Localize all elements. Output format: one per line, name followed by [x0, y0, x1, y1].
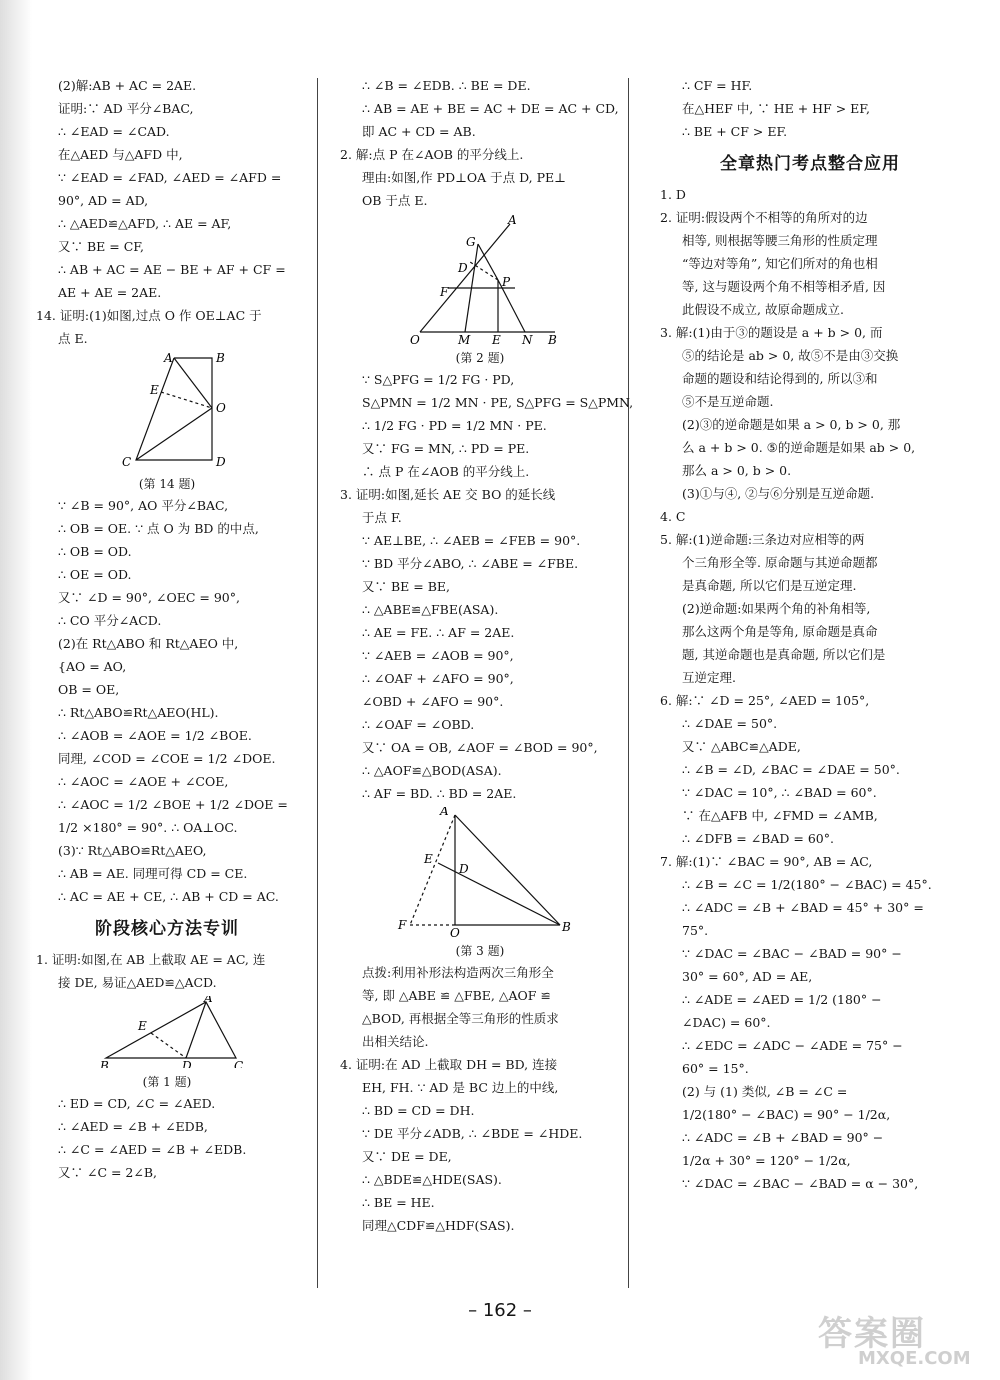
text-line: 相等, 则根据等腰三角形的性质定理: [682, 233, 878, 248]
figure-3-diagram: [340, 807, 620, 937]
fig1-triangle: [106, 1002, 236, 1058]
fig3-line-af: [410, 815, 455, 925]
figure-14-diagram: [36, 352, 298, 470]
fig3-label: O: [450, 926, 460, 937]
figure-2-caption: (第 2 题): [455, 351, 505, 365]
text-line: 14. 证明:(1)如图,过点 O 作 OE⊥AC 于: [36, 308, 262, 323]
text-line: {AO = AO,: [58, 659, 127, 674]
text-line: ⑤的结论是 ab > 0, 故⑤不是由③交换: [682, 348, 899, 363]
solution-block-14: [36, 494, 298, 908]
text-line: ∴ BE = HE.: [362, 1195, 435, 1210]
figure-1-diagram: [36, 996, 298, 1068]
text-line: 证明:∵ AD 平分∠BAC,: [58, 101, 194, 116]
column-right: [660, 74, 960, 1195]
text-line: 同理, ∠COD = ∠COE = 1/2 ∠DOE.: [58, 751, 276, 766]
text-line: 题, 其逆命题也是真命题, 所以它们是: [682, 647, 886, 662]
fig2-label: A: [508, 214, 517, 227]
text-line: ∴ CO 平分∠ACD.: [58, 613, 162, 628]
text-line: ∴ ED = CD, ∠C = ∠AED.: [58, 1096, 216, 1111]
text-line: 是真命题, 所以它们是互逆定理.: [682, 578, 857, 593]
text-line: OB 于点 E.: [362, 193, 428, 208]
fig1-label: E: [138, 1019, 147, 1033]
text-line: ∴ AB = AE + BE = AC + DE = AC + CD,: [362, 101, 619, 116]
text-line: ∵ ∠DAC = ∠BAC − ∠BAD = 90° −: [682, 946, 902, 961]
text-line: 又∵ ∠C = 2∠B,: [58, 1165, 158, 1180]
text-line: ∴ ∠B = ∠C = 1/2(180° − ∠BAC) = 45°.: [682, 877, 932, 892]
text-line: ∴ CF = HF.: [682, 78, 753, 93]
figure-2-diagram: [340, 214, 620, 344]
fig2-label: P: [502, 275, 511, 289]
text-line: 1. 证明:如图,在 AB 上截取 AE = AC, 连: [36, 952, 266, 967]
figure-2: [340, 214, 620, 368]
text-line: ∴ ∠AOC = ∠AOE + ∠COE,: [58, 774, 229, 789]
text-line: ∴ AB + AC = AE − BE + AF + CF =: [58, 262, 286, 277]
text-line: 那么 a > 0, b > 0.: [682, 463, 792, 478]
text-line: (2)③的逆命题是如果 a > 0, b > 0, 那: [682, 417, 901, 432]
text-line: ∵ ∠DAC = ∠BAC − ∠BAD = α − 30°,: [682, 1176, 919, 1191]
fig2-label: O: [410, 333, 420, 344]
text-line: ∴ ∠C = ∠AED = ∠B + ∠EDB.: [58, 1142, 247, 1157]
text-line: ∴ 1/2 FG · PD = 1/2 MN · PE.: [362, 418, 547, 433]
solution-block-4-cont: [660, 74, 960, 143]
text-line: ∵ DE 平分∠ADB, ∴ ∠BDE = ∠HDE.: [362, 1126, 583, 1141]
page-edge-shade: [0, 0, 32, 1380]
text-line: (2)解:AB + AC = 2AE.: [58, 78, 197, 93]
text-line: ⑤不是互逆命题.: [682, 394, 774, 409]
text-line: ∴ AE = FE. ∴ AF = 2AE.: [362, 625, 515, 640]
text-line: 又∵ FG = MN, ∴ PD = PE.: [362, 441, 530, 456]
fig3-label: A: [440, 807, 449, 818]
fig3-line-eb: [438, 863, 560, 925]
fig1-label: B: [100, 1059, 109, 1068]
fig2-label: D: [458, 261, 468, 275]
fig3-line-ab: [455, 815, 560, 925]
text-line: ∴ AC = AE + CE, ∴ AB + CD = AC.: [58, 889, 279, 904]
column-left: [36, 74, 298, 1184]
text-line: 3. 证明:如图,延长 AE 交 BO 的延长线: [340, 487, 556, 502]
figure-3: [340, 807, 620, 961]
fig2-label: F: [440, 285, 449, 299]
text-line: ∴ ∠EAD = ∠CAD.: [58, 124, 170, 139]
fig14-outline: [136, 358, 212, 460]
solution-block-13-2: [36, 74, 298, 350]
text-line: 又∵ ∠D = 90°, ∠OEC = 90°,: [58, 590, 240, 605]
text-line: ∵ 在△AFB 中, ∠FMD = ∠AMB,: [682, 808, 878, 823]
figure-3-caption: (第 3 题): [455, 944, 505, 958]
fig14-label: E: [150, 383, 159, 397]
text-line: 点 E.: [58, 331, 88, 346]
text-line: 出相关结论.: [362, 1034, 429, 1049]
text-line: ∠OBD + ∠AFO = 90°.: [362, 694, 504, 709]
text-line: 又∵ DE = DE,: [362, 1149, 452, 1164]
text-line: 90°, AD = AD,: [58, 193, 149, 208]
fig14-line-co: [136, 408, 212, 460]
column-divider-1: [317, 78, 318, 1288]
fig2-label: G: [466, 235, 476, 249]
fig2-label: E: [492, 333, 501, 344]
text-line: ∴ ∠ADE = ∠AED = 1/2 (180° −: [682, 992, 882, 1007]
text-line: ∵ AE⊥BE, ∴ ∠AEB = ∠FEB = 90°.: [362, 533, 581, 548]
section-heading: 阶段核心方法专训: [95, 919, 239, 939]
fig2-label: M: [458, 333, 471, 344]
text-line: S△PMN = 1/2 MN · PE, S△PFG = S△PMN,: [362, 395, 634, 410]
text-line: 互逆定理.: [682, 670, 736, 685]
text-line: 同理△CDF≌△HDF(SAS).: [362, 1218, 515, 1233]
fig14-label: A: [164, 352, 173, 365]
text-line: ∵ ∠EAD = ∠FAD, ∠AED = ∠AFD =: [58, 170, 282, 185]
solution-block-review: [660, 183, 960, 1195]
text-line: 命题的题设和结论得到的, 所以③和: [682, 371, 878, 386]
text-line: “等边对等角”, 知它们所对的角也相: [682, 256, 878, 271]
text-line: EH, FH. ∵ AD 是 BC 边上的中线,: [362, 1080, 559, 1095]
text-line: 75°.: [682, 923, 709, 938]
text-line: 1/2 ×180° = 90°. ∴ OA⊥OC.: [58, 820, 238, 835]
watermark-logo: 答案圈: [818, 1314, 926, 1354]
section-heading: 全章热门考点整合应用: [720, 154, 900, 174]
text-line: ∴ ∠DAE = 50°.: [682, 716, 778, 731]
text-line: 又∵ BE = CF,: [58, 239, 144, 254]
text-line: 6. 解:∵ ∠D = 25°, ∠AED = 105°,: [660, 693, 870, 708]
solution-block-m1: [36, 948, 298, 994]
text-line: ∴ ∠B = ∠D, ∠BAC = ∠DAE = 50°.: [682, 762, 900, 777]
text-line: OB = OE,: [58, 682, 120, 697]
fig14-line-ao: [174, 358, 212, 408]
watermark-url: MXQE.COM: [858, 1348, 971, 1369]
text-line: ∵ S△PFG = 1/2 FG · PD,: [362, 372, 515, 387]
text-line: (2)逆命题:如果两个角的补角相等,: [682, 601, 871, 616]
text-line: ∴ OE = OD.: [58, 567, 132, 582]
text-line: ∴ ∠EDC = ∠ADC − ∠ADE = 75° −: [682, 1038, 903, 1053]
text-line: 1/2(180° − ∠BAC) = 90° − 1/2α,: [682, 1107, 891, 1122]
fig14-label: O: [216, 401, 226, 415]
solution-block-m1-cont: [36, 1092, 298, 1184]
text-line: ∴ AF = BD. ∴ BD = 2AE.: [362, 786, 517, 801]
text-line: ∴ AB = AE. 同理可得 CD = CE.: [58, 866, 248, 881]
text-line: 在△HEF 中, ∵ HE + HF > EF,: [682, 101, 870, 116]
text-line: 60° = 15°.: [682, 1061, 749, 1076]
text-line: ∵ ∠DAC = 10°, ∴ ∠BAD = 60°.: [682, 785, 877, 800]
figure-14-caption: (第 14 题): [138, 477, 196, 491]
text-line: ∴ ∠ADC = ∠B + ∠BAD = 45° + 30° =: [682, 900, 924, 915]
text-line: (3)∵ Rt△ABO≌Rt△AEO,: [58, 843, 207, 858]
text-line: 2. 证明:假设两个不相等的角所对的边: [660, 210, 868, 225]
text-line: ∴ △AED≌△AFD, ∴ AE = AF,: [58, 216, 232, 231]
text-line: 等, 这与题设两个角不相等相矛盾, 因: [682, 279, 886, 294]
text-line: 5. 解:(1)逆命题:三条边对应相等的两: [660, 532, 865, 547]
text-line: 4. C: [660, 509, 686, 524]
text-line: 于点 F.: [362, 510, 402, 525]
text-line: 那么这两个角是等角, 原命题是真命: [682, 624, 878, 639]
fig2-label: B: [548, 333, 557, 344]
column-middle: [340, 74, 634, 1237]
text-line: ∵ ∠B = 90°, AO 平分∠BAC,: [58, 498, 229, 513]
text-line: 即 AC + CD = AB.: [362, 124, 476, 139]
text-line: ∴ ∠AOC = 1/2 ∠BOE + 1/2 ∠DOE =: [58, 797, 288, 812]
text-line: ∴ ∠AED = ∠B + ∠EDB,: [58, 1119, 208, 1134]
text-line: ∴ OB = OD.: [58, 544, 132, 559]
text-line: ∴ △ABE≌△FBE(ASA).: [362, 602, 499, 617]
fig14-label: B: [216, 352, 225, 365]
fig1-line-ad: [186, 1002, 206, 1058]
text-line: ∴ ∠ADC = ∠B + ∠BAD = 90° −: [682, 1130, 884, 1145]
text-line: ∴ ∠DFB = ∠BAD = 60°.: [682, 831, 834, 846]
fig14-label: C: [122, 455, 132, 469]
fig2-line-gp: [478, 244, 498, 280]
solution-block-3-4: [340, 961, 620, 1237]
text-line: 点拨:利用补形法构造两次三角形全: [362, 965, 554, 980]
text-line: (3)①与④, ②与⑥分别是互逆命题.: [682, 486, 875, 501]
text-line: 个三角形全等. 原命题与其逆命题都: [682, 555, 878, 570]
solution-block-2-3: [340, 368, 634, 805]
text-line: 30° = 60°, AD = AE,: [682, 969, 813, 984]
fig2-label: N: [522, 333, 533, 344]
text-line: 此假设不成立, 故原命题成立.: [682, 302, 844, 317]
text-line: 接 DE, 易证△AED≌△ACD.: [58, 975, 217, 990]
text-line: 在△AED 与△AFD 中,: [58, 147, 183, 162]
fig1-label: C: [234, 1059, 244, 1068]
text-line: ∴ ∠OAF = ∠OBD.: [362, 717, 475, 732]
text-line: ∴ △AOF≌△BOD(ASA).: [362, 763, 502, 778]
text-line: (2)在 Rt△ABO 和 Rt△AEO 中,: [58, 636, 239, 651]
figure-14: [36, 352, 298, 494]
text-line: 又∵ OA = OB, ∠AOF = ∠BOD = 90°,: [362, 740, 598, 755]
text-line: 1/2α + 30° = 120° − 1/2α,: [682, 1153, 851, 1168]
fig1-label: A: [204, 996, 213, 1005]
text-line: 4. 证明:在 AD 上截取 DH = BD, 连接: [340, 1057, 558, 1072]
text-line: ∴ Rt△ABO≌Rt△AEO(HL).: [58, 705, 219, 720]
fig3-label: F: [398, 918, 407, 932]
fig3-label: D: [459, 862, 469, 876]
text-line: (2) 与 (1) 类似, ∠B = ∠C =: [682, 1084, 848, 1099]
figure-1: [36, 996, 298, 1092]
text-line: ∵ ∠AEB = ∠AOB = 90°,: [362, 648, 514, 663]
fig1-label: D: [182, 1059, 192, 1068]
text-line: 又∵ BE = BE,: [362, 579, 450, 594]
figure-1-caption: (第 1 题): [142, 1075, 192, 1089]
fig14-label: D: [216, 455, 226, 469]
text-line: ∴ △BDE≌△HDE(SAS).: [362, 1172, 502, 1187]
text-line: 7. 解:(1)∵ ∠BAC = 90°, AB = AC,: [660, 854, 873, 869]
text-line: ∴ BE + CF > EF.: [682, 124, 788, 139]
fig14-line-oe: [161, 392, 212, 408]
text-line: 么 a + b > 0. ⑤的逆命题是如果 ab > 0,: [682, 440, 916, 455]
text-line: 等, 即 △ABE ≌ △FBE, △AOF ≌: [362, 988, 551, 1003]
text-line: ∴ ∠OAF + ∠AFO = 90°,: [362, 671, 514, 686]
text-line: 又∵ △ABC≌△ADE,: [682, 739, 801, 754]
fig1-line-ed: [151, 1033, 186, 1058]
text-line: ∴ OB = OE. ∵ 点 O 为 BD 的中点,: [58, 521, 259, 536]
text-line: ∴ ∠AOB = ∠AOE = 1/2 ∠BOE.: [58, 728, 252, 743]
text-line: ∴ BD = CD = DH.: [362, 1103, 475, 1118]
text-line: ∴ ∠B = ∠EDB. ∴ BE = DE.: [362, 78, 531, 93]
text-line: 2. 解:点 P 在∠AOB 的平分线上.: [340, 147, 524, 162]
text-line: 1. D: [660, 187, 686, 202]
solution-block-2: [340, 74, 620, 212]
fig3-label: E: [424, 852, 433, 866]
text-line: 理由:如图,作 PD⊥OA 于点 D, PE⊥: [362, 170, 566, 185]
text-line: AE + AE = 2AE.: [58, 285, 162, 300]
text-line: △BOD, 再根据全等三角形的性质求: [362, 1011, 559, 1026]
text-line: ∠DAC) = 60°.: [682, 1015, 771, 1030]
text-line: ∵ BD 平分∠ABO, ∴ ∠ABE = ∠FBE.: [362, 556, 579, 571]
fig3-label: B: [562, 920, 571, 934]
page-number: – 162 –: [468, 1300, 532, 1321]
column-divider-2: [628, 78, 629, 1288]
text-line: 3. 解:(1)由于③的题设是 a + b > 0, 而: [660, 325, 883, 340]
text-line: ∴ 点 P 在∠AOB 的平分线上.: [362, 464, 530, 479]
